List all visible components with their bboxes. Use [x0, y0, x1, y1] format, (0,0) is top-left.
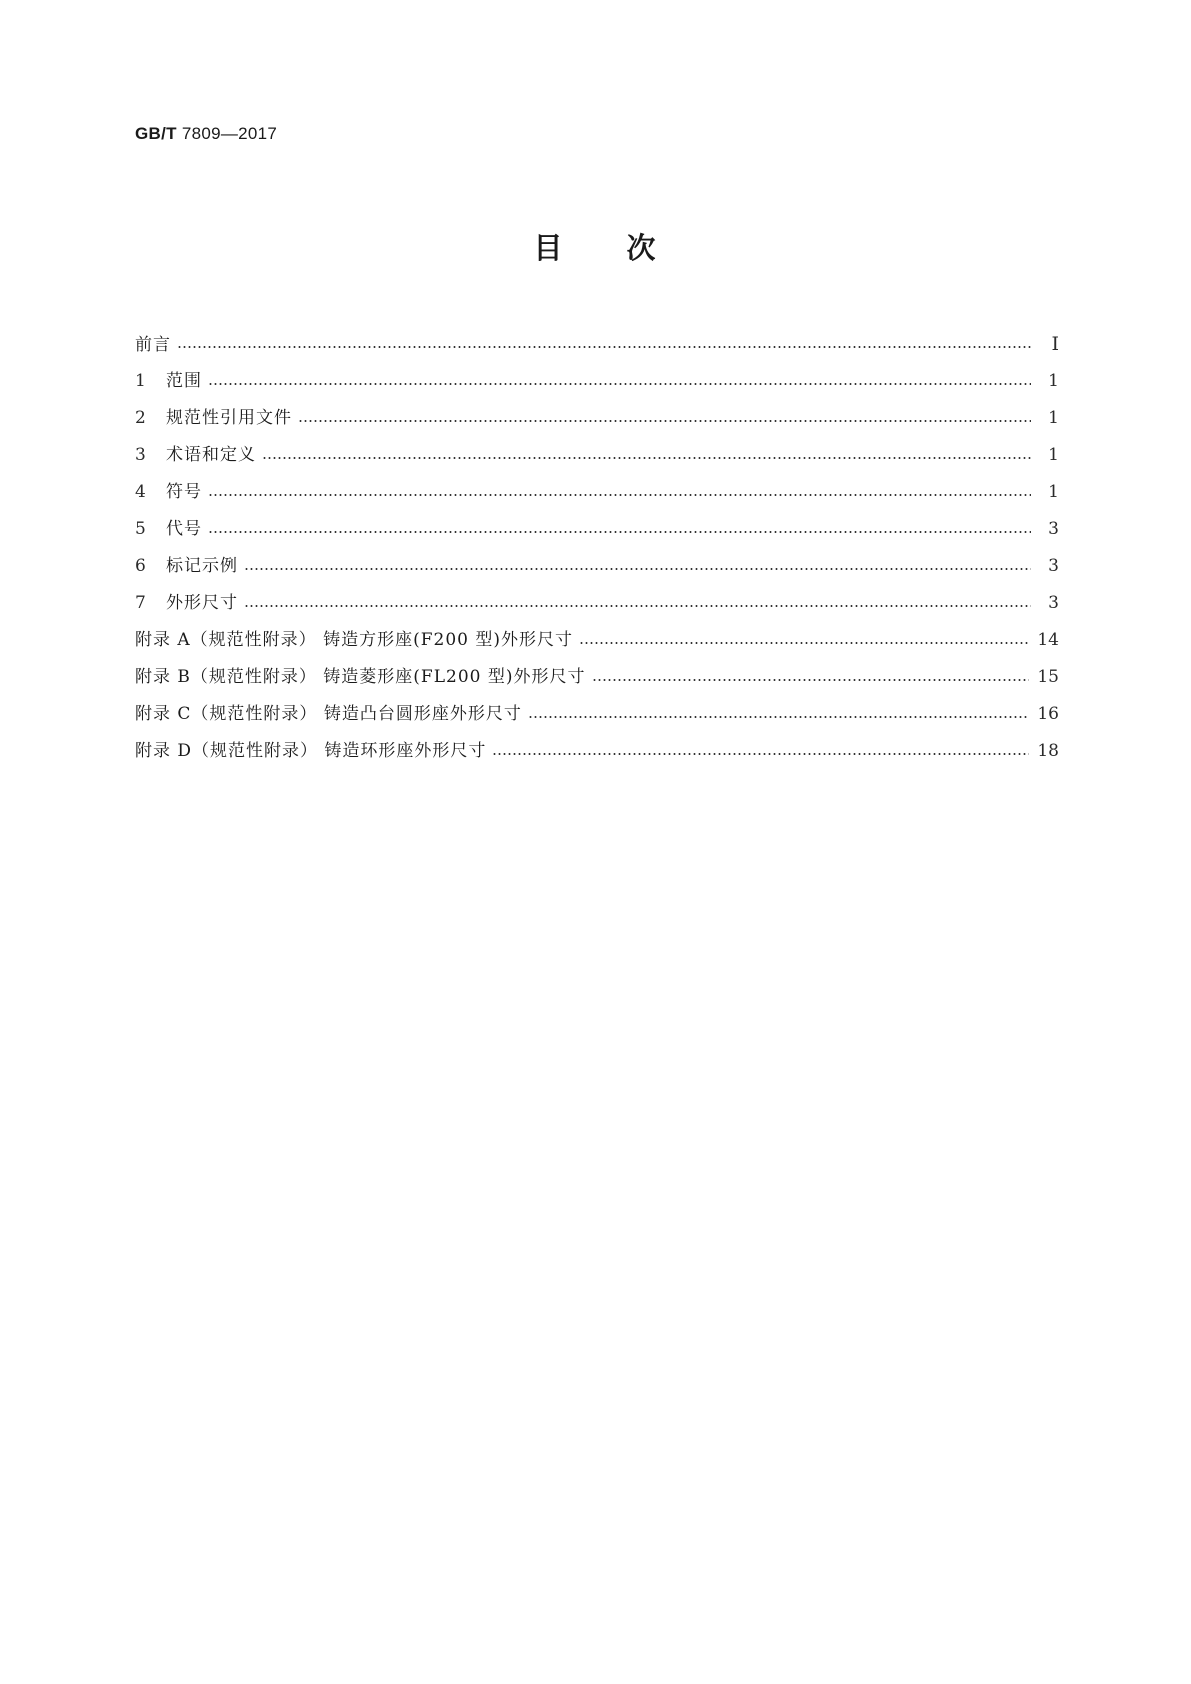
toc-entry-page: 3: [1048, 556, 1059, 576]
toc-entry-label: 标记示例: [166, 556, 238, 576]
toc-entry-number: 3: [135, 445, 146, 465]
toc-entry-number: 4: [135, 482, 146, 502]
toc-dot-leader: [298, 409, 1031, 429]
toc-title-char-2: 次: [626, 231, 658, 265]
toc-entry-label: 范围: [166, 371, 202, 391]
toc-dot-leader: [262, 446, 1031, 466]
toc-entry-page: 1: [1048, 445, 1059, 465]
toc-title-char-1: 目: [533, 231, 565, 265]
toc-entry-label: 前言: [135, 335, 171, 355]
toc-entry-annex-b[interactable]: [135, 659, 1059, 696]
toc-entry-label: 附录 B（规范性附录） 铸造菱形座(FL200 型)外形尺寸: [135, 667, 586, 687]
toc-entry-label: 符号: [166, 482, 202, 502]
toc-entry-terms-definitions[interactable]: [135, 437, 1059, 474]
toc-entry-symbols[interactable]: [135, 474, 1059, 511]
toc-entry-page: 1: [1048, 371, 1059, 391]
toc-dot-leader: [492, 742, 1029, 762]
toc-entry-label: 附录 A（规范性附录） 铸造方形座(F200 型)外形尺寸: [135, 630, 573, 650]
toc-entry-label: 代号: [166, 519, 202, 539]
toc-dot-leader: [579, 631, 1029, 651]
toc-entry-annex-d[interactable]: [135, 733, 1059, 770]
toc-entry-page: Ⅰ: [1051, 333, 1059, 355]
toc-entry-page: 3: [1048, 519, 1059, 539]
toc-dot-leader: [244, 594, 1031, 614]
toc-entry-page: 14: [1037, 630, 1059, 650]
toc-entry-number: 6: [135, 556, 146, 576]
toc-entry-marking-examples[interactable]: [135, 548, 1059, 585]
toc-entry-label: 附录 D（规范性附录） 铸造环形座外形尺寸: [135, 741, 487, 761]
toc-entry-number: 1: [135, 371, 146, 391]
toc-entry-annex-c[interactable]: [135, 696, 1059, 733]
toc-dot-leader: [244, 557, 1031, 577]
toc-entry-label: 术语和定义: [166, 445, 256, 465]
toc-entry-number: 5: [135, 519, 146, 539]
toc-entry-foreword[interactable]: [135, 326, 1059, 363]
toc-list: [135, 326, 1059, 770]
toc-dot-leader: [208, 483, 1031, 503]
toc-entry-page: 15: [1037, 667, 1059, 687]
toc-entry-page: 16: [1037, 704, 1059, 724]
toc-entry-normative-references[interactable]: [135, 400, 1059, 437]
toc-title: [0, 226, 1191, 267]
toc-dot-leader: [592, 668, 1030, 688]
toc-dot-leader: [208, 520, 1031, 540]
toc-dot-leader: [177, 335, 1031, 355]
toc-dot-leader: [208, 372, 1031, 392]
toc-entry-page: 1: [1048, 482, 1059, 502]
document-code: [135, 124, 277, 144]
toc-entry-label: 规范性引用文件: [166, 408, 292, 428]
toc-entry-codes[interactable]: [135, 511, 1059, 548]
toc-entry-label: 附录 C（规范性附录） 铸造凸台圆形座外形尺寸: [135, 704, 522, 724]
document-code-number: 7809—2017: [181, 124, 278, 143]
toc-entry-scope[interactable]: [135, 363, 1059, 400]
toc-entry-page: 18: [1037, 741, 1059, 761]
toc-entry-annex-a[interactable]: [135, 622, 1059, 659]
document-code-prefix: GB/T: [135, 124, 177, 143]
toc-entry-number: 2: [135, 408, 146, 428]
toc-entry-page: 1: [1048, 408, 1059, 428]
toc-entry-number: 7: [135, 593, 146, 613]
toc-entry-label: 外形尺寸: [166, 593, 238, 613]
toc-entry-dimensions[interactable]: [135, 585, 1059, 622]
toc-dot-leader: [528, 705, 1030, 725]
toc-entry-page: 3: [1048, 593, 1059, 613]
